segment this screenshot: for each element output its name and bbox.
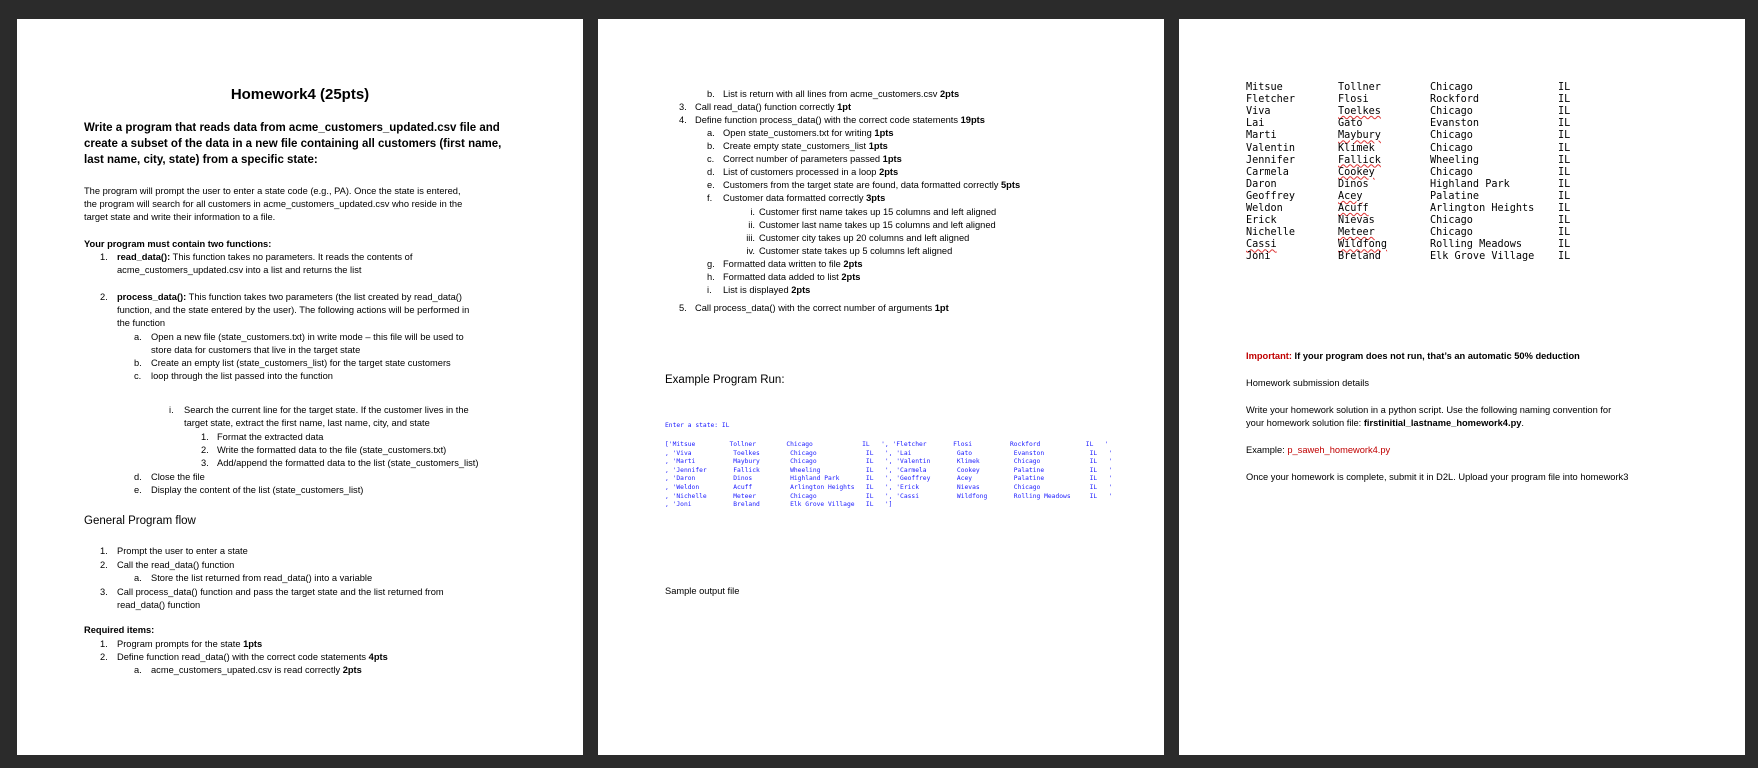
important-label: Important: — [1246, 351, 1292, 361]
rubric-points: 1pt — [934, 303, 949, 313]
intro-line: Write a program that reads data from acme_customers_updated.csv file and — [84, 122, 500, 134]
state-cell: IL — [1558, 239, 1571, 251]
rubric-text: Program prompts for the state — [117, 639, 244, 649]
list-item: Add/append the formatted data to the list (state_customers_list) — [217, 458, 479, 468]
rubric-item — [695, 101, 851, 115]
list-item: Call the read_data() function — [117, 560, 235, 570]
city-cell: Rolling Meadows — [1430, 239, 1523, 251]
rubric-marker: i. — [707, 285, 712, 295]
state-cell: IL — [1558, 94, 1571, 106]
rubric-text: Customer first name takes up 15 columns and left aligned — [759, 207, 997, 217]
document-page-3 — [1179, 19, 1745, 755]
naming-text: your homework solution file: — [1246, 418, 1364, 428]
submit-instructions: Once your homework is complete, submit it in D2L. Upload your program file into homework3 — [1246, 472, 1629, 482]
last-name-cell: Cookey — [1338, 166, 1375, 178]
rubric-item — [723, 140, 888, 154]
rubric-points: 2pts — [841, 272, 861, 282]
naming-line — [1246, 417, 1524, 431]
rubric-marker: d. — [707, 167, 715, 177]
first-name-cell: Jennifer — [1246, 154, 1296, 166]
list-marker: c. — [134, 371, 142, 381]
example-label: Example: — [1246, 445, 1288, 455]
rubric-points: 1pts — [243, 639, 263, 649]
rubric-points: 2pts — [791, 285, 811, 295]
rubric-text: acme_customers_upated.csv is read correctly — [151, 665, 343, 675]
last-name-cell: Acey — [1338, 190, 1363, 202]
city-cell: Chicago — [1430, 106, 1473, 118]
rubric-marker: iv. — [746, 246, 755, 256]
naming-end: . — [1521, 418, 1525, 428]
list-item: store data for customers that live in the target state — [151, 345, 361, 355]
rubric-text: Formatted data written to file — [723, 259, 844, 269]
function-1-line: acme_customers_updated.csv into a list and returns the list — [117, 265, 362, 275]
list-marker: a. — [134, 573, 142, 583]
state-cell: IL — [1558, 142, 1571, 154]
city-cell: Chicago — [1430, 215, 1473, 227]
rubric-text: Customer state takes up 5 columns left aligned — [759, 246, 953, 256]
first-name-cell: Cassi — [1246, 239, 1277, 251]
city-cell: Elk Grove Village — [1430, 251, 1535, 263]
city-cell: Rockford — [1430, 94, 1480, 106]
rubric-item — [723, 88, 959, 102]
state-cell: IL — [1558, 82, 1571, 93]
rubric-marker: e. — [707, 180, 715, 190]
city-cell: Evanston — [1430, 118, 1480, 130]
first-name-cell: Nichelle — [1246, 227, 1296, 239]
list-marker: 3. — [100, 587, 108, 597]
rubric-text: Open state_customers.txt for writing — [723, 128, 875, 138]
city-cell: Chicago — [1430, 130, 1473, 142]
console-line: ['Mitsue Tollner Chicago IL ', 'Fletcher Flosi Rockford IL ' — [665, 441, 1109, 448]
rubric-item — [723, 284, 810, 298]
rubric-text: Define function process_data() with the correct code statements — [695, 115, 961, 125]
rubric-text: List is return with all lines from acme_customers.csv — [723, 89, 940, 99]
list-item: Search the current line for the target state. If the customer lives in the — [184, 405, 469, 415]
functions-heading: Your program must contain two functions: — [84, 239, 272, 249]
rubric-text: Create empty state_customers_list — [723, 141, 869, 151]
city-cell: Chicago — [1430, 82, 1473, 93]
console-line: , 'Nichelle Meteer Chicago IL ', 'Cassi Wildfong Rolling Meadows IL ' — [665, 492, 1113, 500]
list-item: Format the extracted data — [217, 432, 324, 442]
list-marker: 1. — [100, 639, 108, 649]
first-name-cell: Fletcher — [1246, 94, 1296, 106]
function-2-line: the function — [117, 318, 166, 328]
rubric-marker: b. — [707, 89, 715, 99]
console-line: , 'Daron Dinos Highland Park IL ', 'Geoffrey Acey Palatine IL ' — [665, 475, 1113, 483]
console-line: , 'Jennifer Fallick Wheeling IL ', 'Carmela Cookey Palatine IL ' — [665, 466, 1113, 474]
last-name-cell: Tollner — [1338, 82, 1381, 93]
rubric-points: 2pts — [843, 259, 863, 269]
rubric-marker: i. — [750, 207, 755, 217]
list-item: Create an empty list (state_customers_list) for the target state customers — [151, 358, 451, 368]
city-cell: Palatine — [1430, 190, 1480, 202]
last-name-cell: Maybury — [1338, 130, 1381, 142]
rubric-item — [695, 302, 949, 316]
rubric-points: 1pts — [874, 128, 894, 138]
example-line — [1246, 444, 1390, 458]
rubric-text: Correct number of parameters passed — [723, 154, 883, 164]
rubric-item — [759, 232, 969, 246]
city-cell: Wheeling — [1430, 154, 1480, 166]
last-name-cell: Klimek — [1338, 142, 1375, 154]
list-item — [151, 664, 362, 678]
function-2-line — [117, 291, 462, 305]
last-name-cell: Meteer — [1338, 227, 1375, 239]
first-name-cell: Geoffrey — [1246, 190, 1296, 202]
rubric-text: Formatted data added to list — [723, 272, 842, 282]
description-line: the program will search for all customers in acme_customers_updated.csv who reside in the — [84, 199, 463, 209]
list-marker: d. — [134, 472, 142, 482]
document-page-1 — [17, 19, 583, 755]
rubric-item — [723, 271, 860, 285]
list-item — [117, 638, 262, 652]
console-line: , 'Viva Toelkes Chicago IL ', 'Lai Gato Evanston IL ' — [665, 449, 1113, 457]
first-name-cell: Daron — [1246, 178, 1277, 190]
important-text: If your program does not run, that’s an automatic 50% deduction — [1291, 351, 1580, 361]
first-name-cell: Carmela — [1246, 166, 1289, 178]
list-item — [117, 651, 388, 665]
list-item: Store the list returned from read_data() into a variable — [151, 573, 373, 583]
first-name-cell: Joni — [1246, 251, 1271, 263]
function-1-name: read_data(): — [117, 252, 171, 262]
last-name-cell: Fallick — [1338, 154, 1381, 166]
state-cell: IL — [1558, 166, 1571, 178]
naming-convention: firstinitial_lastname_homework4.py — [1363, 418, 1522, 428]
rubric-text: Call process_data() with the correct number of arguments — [695, 303, 935, 313]
console-line: , 'Marti Maybury Chicago IL ', 'Valentin Klimek Chicago IL ' — [665, 458, 1113, 466]
list-item: loop through the list passed into the function — [151, 371, 333, 381]
function-1-number: 1. — [100, 252, 108, 262]
state-cell: IL — [1558, 106, 1571, 118]
list-marker: 2. — [100, 652, 108, 662]
rubric-points: 1pts — [882, 154, 902, 164]
description-line: target state and write their information to a file. — [84, 212, 276, 222]
page-title: Homework4 (25pts) — [230, 86, 370, 103]
rubric-marker: b. — [707, 141, 715, 151]
city-cell: Chicago — [1430, 142, 1473, 154]
sample-output-label: Sample output file — [665, 586, 740, 596]
state-cell: IL — [1558, 190, 1571, 202]
naming-line: Write your homework solution in a python script. Use the following naming convention for — [1246, 405, 1612, 415]
rubric-marker: 3. — [679, 102, 687, 112]
rubric-text: List of customers processed in a loop — [723, 167, 880, 177]
list-item: Display the content of the list (state_customers_list) — [151, 485, 364, 495]
last-name-cell: Dinos — [1338, 178, 1369, 190]
rubric-item — [695, 114, 985, 128]
rubric-item — [723, 258, 863, 272]
rubric-item — [759, 206, 996, 220]
rubric-marker: iii. — [746, 233, 755, 243]
last-name-cell: Toelkes — [1338, 106, 1381, 118]
list-marker: 2. — [100, 560, 108, 570]
rubric-text: Define function read_data() with the correct code statements — [117, 652, 369, 662]
list-item: target state, extract the first name, last name, city, and state — [184, 418, 430, 428]
state-cell: IL — [1558, 118, 1571, 130]
state-cell: IL — [1558, 178, 1571, 190]
rubric-points: 19pts — [960, 115, 985, 125]
rubric-points: 2pts — [879, 167, 899, 177]
first-name-cell: Erick — [1246, 215, 1277, 227]
first-name-cell: Viva — [1246, 106, 1271, 118]
city-cell: Chicago — [1430, 166, 1473, 178]
rubric-marker: 4. — [679, 115, 687, 125]
list-item: Call process_data() function and pass the target state and the list returned from — [117, 587, 444, 597]
rubric-marker: f. — [707, 193, 713, 203]
function-2-description: This function takes two parameters (the list created by read_data() — [186, 292, 463, 302]
function-2-name: process_data(): — [117, 292, 187, 302]
list-item: Write the formatted data to the file (state_customers.txt) — [217, 445, 447, 455]
last-name-cell: Nievas — [1338, 215, 1375, 227]
required-heading: Required items: — [84, 625, 155, 635]
rubric-text: Customer city takes up 20 columns and left aligned — [759, 233, 970, 243]
rubric-item — [723, 166, 898, 180]
rubric-marker: 5. — [679, 303, 687, 313]
rubric-item — [759, 245, 952, 259]
rubric-points: 1pts — [868, 141, 888, 151]
rubric-marker: h. — [707, 272, 715, 282]
section-heading: General Program flow — [84, 515, 196, 527]
rubric-item — [723, 127, 894, 141]
function-2-number: 2. — [100, 292, 108, 302]
list-marker: 1. — [201, 432, 209, 442]
list-item: Prompt the user to enter a state — [117, 546, 248, 556]
list-marker: i. — [169, 405, 174, 415]
list-marker: a. — [134, 665, 142, 675]
state-cell: IL — [1558, 251, 1571, 263]
rubric-points: 2pts — [342, 665, 362, 675]
last-name-cell: Flosi — [1338, 94, 1369, 106]
rubric-points: 5pts — [1001, 180, 1021, 190]
example-filename: p_saweh_homework4.py — [1287, 445, 1391, 455]
state-cell: IL — [1558, 154, 1571, 166]
rubric-item — [723, 153, 902, 167]
first-name-cell: Marti — [1246, 130, 1277, 142]
rubric-text: Customer last name takes up 15 columns and left aligned — [759, 220, 996, 230]
state-cell: IL — [1558, 215, 1571, 227]
console-line: , 'Joni Breland Elk Grove Village IL '] — [665, 501, 893, 509]
list-marker: 3. — [201, 458, 209, 468]
city-cell: Arlington Heights — [1430, 203, 1535, 214]
description-line: The program will prompt the user to enter a state code (e.g., PA). Once the state is entered, — [84, 186, 461, 196]
list-marker: e. — [134, 485, 142, 495]
city-cell: Highland Park — [1430, 178, 1510, 190]
rubric-text: List is displayed — [723, 285, 792, 295]
console-prompt: Enter a state: IL — [665, 422, 730, 429]
rubric-marker: g. — [707, 259, 715, 269]
first-name-cell: Valentin — [1246, 142, 1296, 154]
submission-heading: Homework submission details — [1246, 378, 1369, 388]
list-marker: 2. — [201, 445, 209, 455]
function-1-line — [117, 251, 412, 265]
rubric-text: Customers from the target state are found, data formatted correctly — [723, 180, 1001, 190]
list-marker: a. — [134, 332, 142, 342]
intro-line: create a subset of the data in a new file containing all customers (first name, — [84, 138, 502, 150]
function-1-description: This function takes no parameters. It reads the contents of — [170, 252, 413, 262]
state-cell: IL — [1558, 227, 1571, 239]
list-item: Close the file — [151, 472, 205, 482]
last-name-cell: Wildfong — [1338, 239, 1388, 251]
list-marker: b. — [134, 358, 142, 368]
console-output — [665, 441, 1112, 510]
list-marker: 1. — [100, 546, 108, 556]
last-name-cell: Acuff — [1338, 203, 1369, 214]
list-item: read_data() function — [117, 600, 201, 610]
list-item: Open a new file (state_customers.txt) in write mode – this file will be used to — [151, 332, 464, 342]
first-name-cell: Lai — [1246, 118, 1265, 130]
document-page-2 — [598, 19, 1164, 755]
last-name-cell: Gato — [1338, 118, 1363, 130]
first-name-cell: Weldon — [1246, 203, 1283, 214]
rubric-text: Call read_data() function correctly — [695, 102, 838, 112]
rubric-points: 2pts — [940, 89, 960, 99]
rubric-item — [759, 219, 996, 233]
rubric-item — [723, 192, 885, 206]
state-cell: IL — [1558, 203, 1571, 214]
city-cell: Chicago — [1430, 227, 1473, 239]
rubric-points: 1pt — [837, 102, 852, 112]
rubric-text: Customer data formatted correctly — [723, 193, 867, 203]
rubric-points: 4pts — [368, 652, 388, 662]
intro-line: last name, city, state) from a specific state: — [84, 154, 318, 166]
section-heading: Example Program Run: — [665, 374, 785, 386]
first-name-cell: Mitsue — [1246, 82, 1283, 93]
rubric-marker: c. — [707, 154, 715, 164]
rubric-item — [723, 179, 1020, 193]
important-note — [1246, 350, 1580, 364]
function-2-line: function, and the state entered by the user). The following actions will be performed in — [117, 305, 470, 315]
state-cell: IL — [1558, 130, 1571, 142]
rubric-points: 3pts — [866, 193, 886, 203]
rubric-marker: ii. — [748, 220, 755, 230]
console-line: , 'Weldon Acuff Arlington Heights IL ', 'Erick Nievas Chicago IL ' — [665, 483, 1113, 491]
last-name-cell: Breland — [1338, 251, 1381, 263]
rubric-marker: a. — [707, 128, 715, 138]
